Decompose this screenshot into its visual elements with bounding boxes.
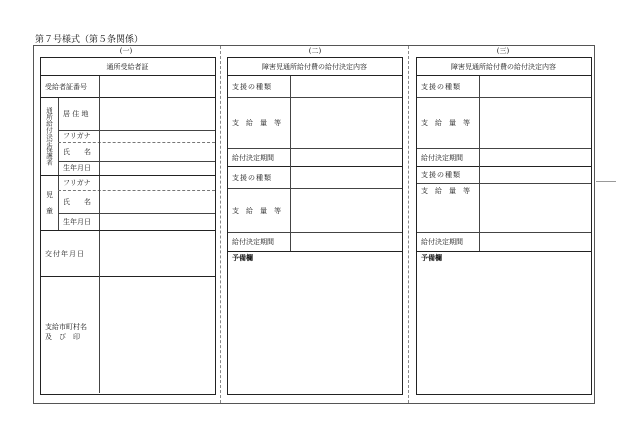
p2-period-field[interactable] <box>290 149 401 166</box>
panel2-header: 障害児通所給付費の給付決定内容 <box>262 62 367 71</box>
address-field[interactable] <box>100 98 214 130</box>
p2-amount-label: 支 給 量 等 <box>232 119 281 127</box>
p3-service-type-label: 支援の種類 <box>421 82 461 91</box>
p3-amount-label-2: 支 給 量 等 <box>421 187 470 195</box>
guardian-name-field[interactable] <box>100 142 214 161</box>
guardian-name-label: 氏 名 <box>63 147 91 156</box>
child-name-label: 氏 名 <box>63 197 91 206</box>
municipality-seal-field[interactable] <box>100 277 214 393</box>
guardian-birthdate-label: 生年月日 <box>63 164 91 172</box>
child-group-label: 児 童 <box>45 191 54 215</box>
recipient-number-label: 受給者証番号 <box>45 82 87 91</box>
municipality-label-line1: 支給市町村名 <box>45 323 87 331</box>
child-furigana-field[interactable] <box>100 176 214 190</box>
p3-amount-field[interactable] <box>479 98 590 148</box>
p2-period-label: 給付決定期間 <box>232 153 274 162</box>
issue-date-field[interactable] <box>100 231 214 276</box>
recipient-number-field[interactable] <box>100 76 214 97</box>
benefit-decision-panel-2 <box>227 57 403 395</box>
municipality-label-line2: 及 び 印 <box>45 333 80 341</box>
p2-service-type-field-2[interactable] <box>290 167 401 188</box>
address-label: 居 住 地 <box>63 110 89 118</box>
benefit-decision-panel-3 <box>416 57 592 395</box>
edge-tick <box>596 181 616 182</box>
child-furigana-label: フリガナ <box>63 179 91 187</box>
p2-amount-field-2[interactable] <box>290 189 401 232</box>
p3-notes-label: 予備欄 <box>421 253 442 262</box>
p3-service-type-label-2: 支援の種類 <box>421 171 461 179</box>
child-name-field[interactable] <box>100 190 214 213</box>
panel-divider-2 <box>408 46 409 403</box>
p2-notes-field[interactable] <box>228 264 401 393</box>
guardian-furigana-field[interactable] <box>100 130 214 142</box>
form-title: 第７号様式（第５条関係） <box>35 35 144 45</box>
p3-service-type-field-2[interactable] <box>479 167 590 183</box>
panel-number-3: (三) <box>496 47 510 55</box>
p3-amount-label: 支 給 量 等 <box>421 119 470 127</box>
issue-date-label: 交付年月日 <box>45 249 85 258</box>
p2-service-type-label-2: 支援の種類 <box>232 173 272 182</box>
guardian-furigana-label: フリガナ <box>63 132 91 140</box>
p3-period-field-2[interactable] <box>479 233 590 251</box>
p3-period-label-2: 給付決定期間 <box>421 238 463 246</box>
municipality-label <box>45 322 101 342</box>
p2-period-label-2: 給付決定期間 <box>232 238 274 246</box>
p2-notes-label: 予備欄 <box>232 253 253 262</box>
p3-amount-field-2[interactable] <box>479 184 590 232</box>
guardian-birthdate-field[interactable] <box>100 161 214 175</box>
p3-period-field[interactable] <box>479 149 590 166</box>
p2-service-type-field[interactable] <box>290 76 401 97</box>
child-birthdate-label: 生年月日 <box>63 217 91 226</box>
p3-period-label: 給付決定期間 <box>421 153 463 162</box>
guardian-group-label: 通所給付決定保護者 <box>45 107 53 166</box>
child-birthdate-field[interactable] <box>100 213 214 230</box>
p2-amount-label-2: 支 給 量 等 <box>232 206 281 215</box>
recipient-certificate-panel <box>40 57 216 395</box>
p2-period-field-2[interactable] <box>290 233 401 251</box>
p2-amount-field[interactable] <box>290 98 401 148</box>
panel3-header: 障害児通所給付費の給付決定内容 <box>451 62 556 71</box>
panel1-header: 通所受給者証 <box>106 62 149 71</box>
panel-divider-1 <box>220 46 221 403</box>
p3-service-type-field[interactable] <box>479 76 590 97</box>
p3-notes-field[interactable] <box>417 264 590 393</box>
panel-number-2: (二) <box>308 47 322 55</box>
panel-number-1: (一) <box>119 47 133 55</box>
p2-service-type-label: 支援の種類 <box>232 82 272 91</box>
